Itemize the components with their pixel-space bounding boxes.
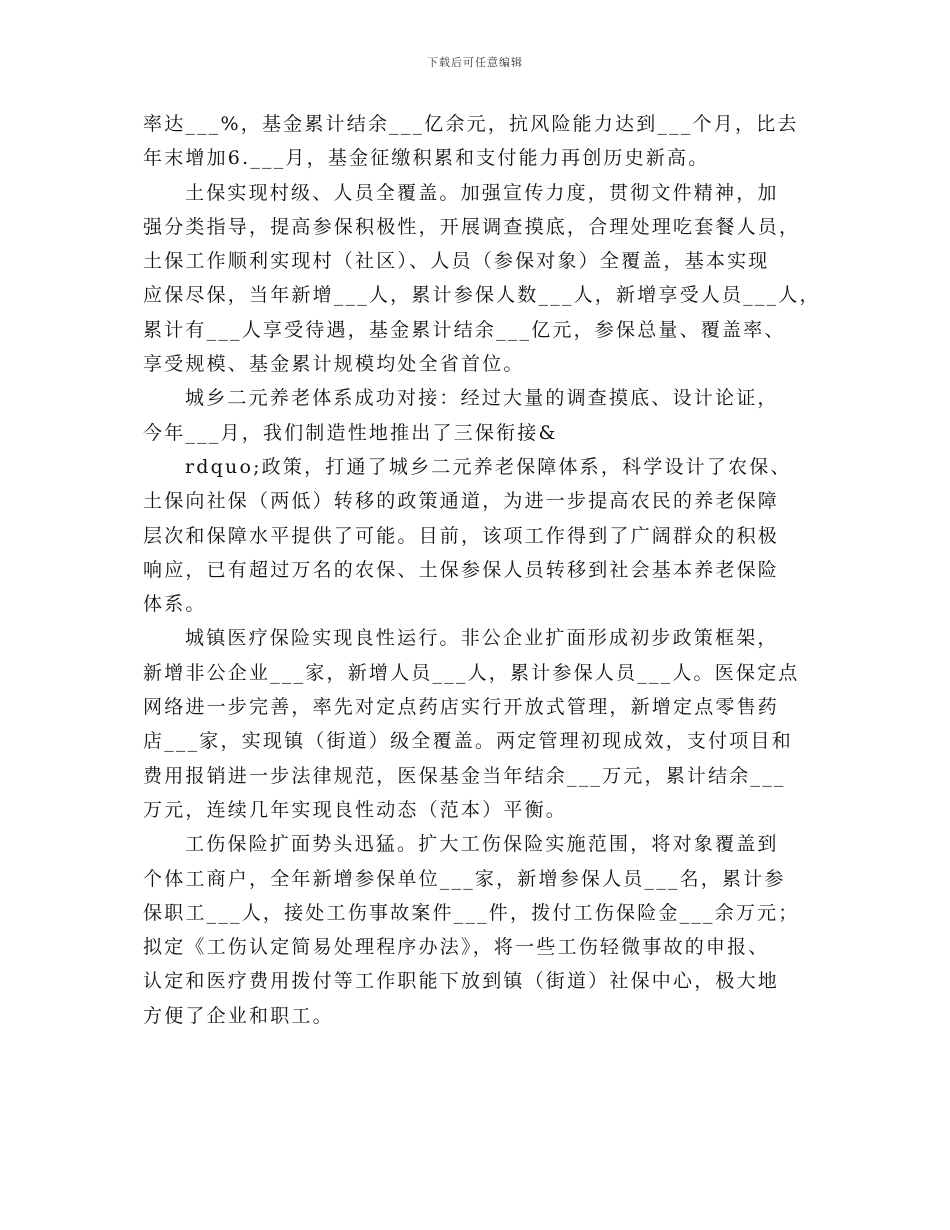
text-line: 土保向社保（两低）转移的政策通道，为进一步提高农民的养老保障 — [143, 490, 780, 513]
text-line: 网络进一步完善，率先对定点药店实行开放式管理，新增定点零售药 — [143, 696, 780, 719]
text-line: 强分类指导，提高参保积极性，开展调查摸底，合理处理吃套餐人员， — [143, 215, 801, 238]
text-line: 年末增加6.___月，基金征缴积累和支付能力再创历史新高。 — [143, 147, 710, 170]
text-line: 保职工___人，接处工伤事故案件___件，拨付工伤保险金___余万元； — [143, 901, 800, 924]
text-line: 层次和保障水平提供了可能。目前，该项工作得到了广阔群众的积极 — [143, 524, 780, 547]
text-line: rdquo;政策，打通了城乡二元养老保障体系，科学设计了农保、 — [185, 455, 792, 478]
text-line: 城乡二元养老体系成功对接：经过大量的调查摸底、设计论证， — [185, 387, 779, 410]
page-header: 下载后可任意编辑 — [427, 56, 523, 69]
text-line: 认定和医疗费用拨付等工作职能下放到镇（街道）社保中心，极大地 — [143, 970, 780, 993]
text-line: 工伤保险扩面势头迅猛。扩大工伤保险实施范围，将对象覆盖到 — [185, 833, 779, 856]
text-line: 个体工商户，全年新增参保单位___家，新增参保人员___名，累计参 — [143, 867, 786, 890]
text-line: 方便了企业和职工。 — [143, 1004, 334, 1027]
text-line: 万元，连续几年实现良性动态（范本）平衡。 — [143, 798, 568, 821]
text-line: 新增非公企业___家，新增人员___人，累计参保人员___人。医保定点 — [143, 661, 800, 684]
text-line: 率达___%，基金累计结余___亿余元，抗风险能力达到___个月，比去 — [143, 113, 799, 135]
text-line: 体系。 — [143, 593, 207, 616]
document-body — [143, 107, 821, 1033]
text-line: 享受规模、基金累计规模均处全省首位。 — [143, 353, 525, 376]
text-line: 费用报销进一步法律规范，医保基金当年结余___万元，累计结余___ — [143, 764, 786, 787]
text-line: 累计有___人享受待遇，基金累计结余___亿元，参保总量、覆盖率、 — [143, 318, 786, 341]
text-line: 城镇医疗保险实现良性运行。非公企业扩面形成初步政策框架， — [185, 627, 779, 650]
text-line: 店___家，实现镇（街道）级全覆盖。两定管理初现成效，支付项目和 — [143, 730, 793, 753]
text-line: 土保实现村级、人员全覆盖。加强宣传力度，贯彻文件精神，加 — [185, 181, 779, 204]
text-line: 拟定《工伤认定简易处理程序办法》，将一些工伤轻微事故的申报、 — [143, 936, 770, 959]
text-line: 今年___月，我们制造性地推出了三保衔接& — [143, 421, 558, 444]
text-line: 应保尽保，当年新增___人，累计参保人数___人，新增享受人员___人， — [143, 284, 821, 307]
text-line: 响应，已有超过万名的农保、土保参保人员转移到社会基本养老保险 — [143, 558, 780, 581]
text-line: 土保工作顺利实现村（社区）、人员（参保对象）全覆盖，基本实现 — [143, 250, 770, 273]
